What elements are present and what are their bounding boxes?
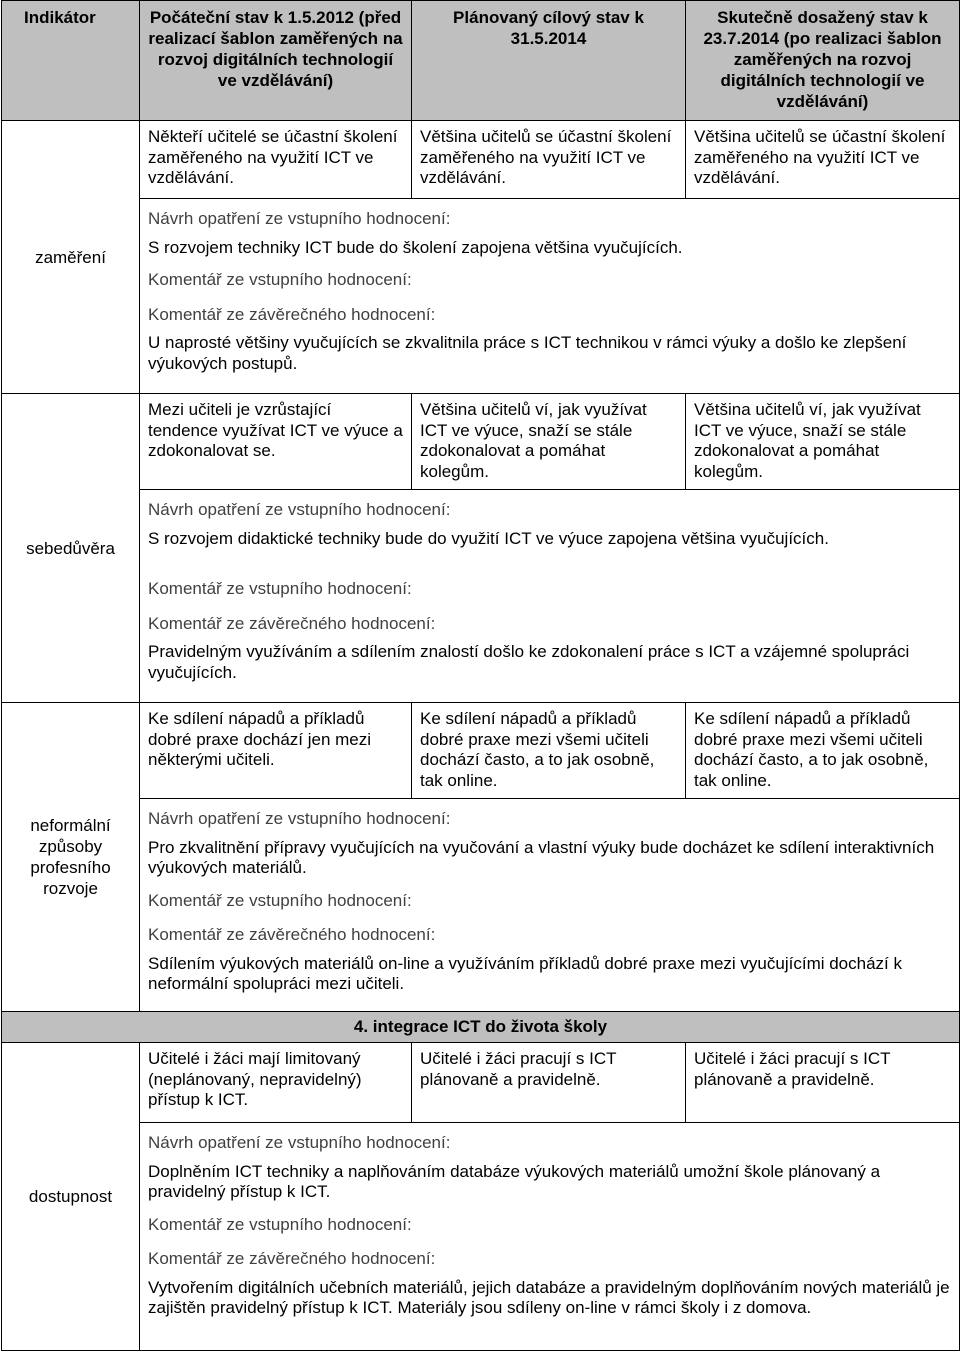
indicator-cell	[2, 121, 140, 394]
entry-comment-label: Komentář ze vstupního hodnocení:	[148, 579, 412, 598]
final-comment-text: Pravidelným využíváním a sdílením znalostí došlo ke zdokonalení práce s ICT a vzájemné spolupráci vyučujících.	[148, 642, 910, 682]
initial-state-cell: Ke sdílení nápadů a příkladů dobré praxe dochází jen mezi některými učiteli.	[140, 703, 412, 799]
initial-state-cell: Někteří učitelé se účastní školení zaměřeného na využití ICT ve vzdělávání.	[140, 121, 412, 199]
final-comment-text: U naprosté většiny vyučujících se zkvalitnila práce s ICT technikou v rámci výuky a došlo ke zlepšení výukových postupů.	[148, 333, 907, 373]
proposal-text: S rozvojem techniky ICT bude do školení zapojena většina vyučujících.	[148, 237, 683, 257]
planned-state-cell: Učitelé i žáci pracují s ICT plánovaně a pravidelně.	[412, 1043, 686, 1123]
indicator-label: dostupnost	[28, 1187, 113, 1206]
row-dostupnost-states	[2, 1043, 960, 1123]
proposal-label: Návrh opatření ze vstupního hodnocení:	[148, 209, 451, 228]
comments-block	[140, 799, 960, 1012]
indicator-label: sebedůvěra	[26, 538, 115, 558]
proposal-label: Návrh opatření ze vstupního hodnocení:	[148, 809, 451, 828]
planned-state-cell: Ke sdílení nápadů a příkladů dobré praxe mezi všemi učiteli dochází často, a to jak osobně, tak online.	[412, 703, 686, 799]
header-row	[2, 1, 960, 121]
final-comment-label: Komentář ze závěrečného hodnocení:	[148, 613, 436, 633]
section-row	[2, 1012, 960, 1043]
final-comment-text: Sdílením výukových materiálů on-line a využíváním příkladů dobré praxe mezi vyučujícími dochází k neformální spolupráci mezi učiteli.	[148, 953, 902, 993]
comments-block	[140, 199, 960, 394]
indicator-label: neformální způsoby profesního rozvoje	[30, 816, 111, 898]
header-actual: Skutečně dosažený stav k 23.7.2014 (po realizaci šablon zaměřených na rozvoj digitálních technologií ve vzdělávání)	[686, 1, 960, 121]
section-title: 4. integrace ICT do života školy	[2, 1012, 960, 1043]
entry-comment-label: Komentář ze vstupního hodnocení:	[148, 1214, 412, 1234]
comments-block	[140, 1123, 960, 1351]
entry-comment-label: Komentář ze vstupního hodnocení:	[148, 890, 412, 910]
final-comment-label: Komentář ze závěrečného hodnocení:	[148, 925, 436, 944]
actual-state-cell: Většina učitelů se účastní školení zaměřeného na využití ICT ve vzdělávání.	[686, 121, 960, 199]
final-comment-text: Vytvořením digitálních učebních materiálů, jejich databáze a pravidelným doplňováním nových materiálů je zajištěn pravidelný přístup k ICT. Materiály jsou sdíleny on-line v rámci školy i z domova.	[148, 1277, 950, 1317]
proposal-label: Návrh opatření ze vstupního hodnocení:	[148, 500, 451, 519]
entry-comment-label: Komentář ze vstupního hodnocení:	[148, 270, 412, 289]
initial-state-cell: Mezi učiteli je vzrůstající tendence využívat ICT ve výuce a zdokonalovat se.	[140, 394, 412, 490]
planned-state-cell: Většina učitelů ví, jak využívat ICT ve výuce, snaží se stále zdokonalovat a pomáhat kolegům.	[412, 394, 686, 490]
actual-state-cell: Ke sdílení nápadů a příkladů dobré praxe mezi všemi učiteli dochází často, a to jak osobně, tak online.	[686, 703, 960, 799]
row-dostupnost-comments	[2, 1123, 960, 1351]
indicator-label: zaměření	[35, 247, 106, 267]
actual-state-cell: Většina učitelů ví, jak využívat ICT ve výuce, snaží se stále zdokonalovat a pomáhat kolegům.	[686, 394, 960, 490]
indicator-cell	[2, 1043, 140, 1351]
row-sebeduvera-states	[2, 394, 960, 490]
indicator-cell	[2, 703, 140, 1012]
final-comment-label: Komentář ze závěrečného hodnocení:	[148, 304, 436, 324]
comments-block	[140, 490, 960, 703]
header-indicator: Indikátor	[2, 1, 140, 121]
evaluation-table	[1, 0, 960, 1351]
row-sebeduvera-comments	[2, 490, 960, 703]
row-neformalni-states	[2, 703, 960, 799]
row-zamereni-states	[2, 121, 960, 199]
proposal-text: Doplněním ICT techniky a naplňováním databáze výukových materiálů umožní škole plánovaný a pravidelný přístup k ICT.	[148, 1161, 881, 1201]
proposal-label: Návrh opatření ze vstupního hodnocení:	[148, 1133, 451, 1152]
header-planned: Plánovaný cílový stav k 31.5.2014	[412, 1, 686, 121]
proposal-text: S rozvojem didaktické techniky bude do využití ICT ve výuce zapojena většina vyučujících.	[148, 528, 829, 548]
actual-state-cell: Učitelé i žáci pracují s ICT plánovaně a pravidelně.	[686, 1043, 960, 1123]
indicator-cell	[2, 394, 140, 703]
row-zamereni-comments	[2, 199, 960, 394]
planned-state-cell: Většina učitelů se účastní školení zaměřeného na využití ICT ve vzdělávání.	[412, 121, 686, 199]
proposal-text: Pro zkvalitnění přípravy vyučujících na vyučování a vlastní výuky bude docházet ke sdílení interaktivních výukových materiálů.	[148, 837, 935, 877]
header-initial: Počáteční stav k 1.5.2012 (před realizací šablon zaměřených na rozvoj digitálních technologií ve vzdělávání)	[140, 1, 412, 121]
final-comment-label: Komentář ze závěrečného hodnocení:	[148, 1249, 436, 1268]
row-neformalni-comments	[2, 799, 960, 1012]
initial-state-cell: Učitelé i žáci mají limitovaný (neplánovaný, nepravidelný) přístup k ICT.	[140, 1043, 412, 1123]
